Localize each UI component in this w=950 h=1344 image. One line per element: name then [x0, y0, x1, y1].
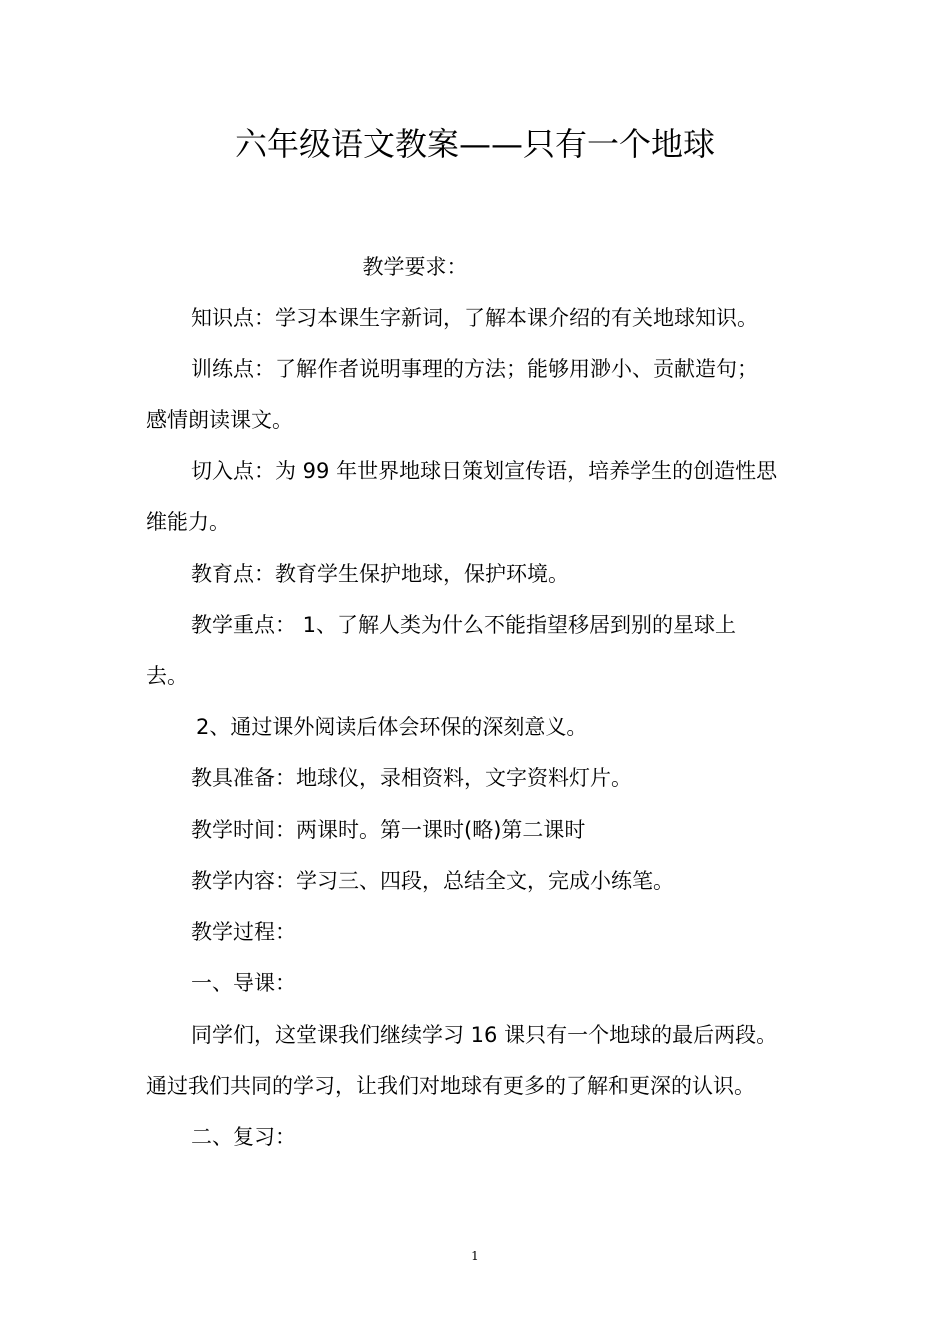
- paragraph-line: 教具准备：地球仪，录相资料，文字资料灯片。: [191, 766, 632, 790]
- paragraph-line: 同学们，这堂课我们继续学习 16 课只有一个地球的最后两段。: [191, 1023, 778, 1047]
- paragraph-line: 通过我们共同的学习，让我们对地球有更多的了解和更深的认识。: [146, 1074, 755, 1098]
- page-number: 1: [471, 1249, 479, 1263]
- paragraph-line: 感情朗读课文。: [146, 408, 293, 432]
- paragraph-line: 维能力。: [146, 510, 230, 534]
- paragraph-line: 知识点：学习本课生字新词，了解本课介绍的有关地球知识。: [191, 306, 758, 330]
- paragraph-line: 2、通过课外阅读后体会环保的深刻意义。: [196, 715, 588, 739]
- paragraph-line: 切入点：为 99 年世界地球日策划宣传语，培养学生的创造性思: [191, 459, 778, 483]
- paragraph-line: 训练点：了解作者说明事理的方法；能够用渺小、贡献造句；: [191, 357, 758, 381]
- paragraph-line: 二、复习：: [191, 1125, 296, 1149]
- paragraph-line: 教学时间：两课时。第一课时(略)第二课时: [191, 818, 586, 842]
- section-heading: 教学要求：: [362, 255, 468, 279]
- paragraph-line: 去。: [146, 664, 188, 688]
- paragraph-line: 教学过程：: [191, 920, 296, 944]
- paragraph-line: 教学内容：学习三、四段，总结全文，完成小练笔。: [191, 869, 674, 893]
- document-title: 六年级语文教案——只有一个地球: [234, 125, 715, 163]
- paragraph-line: 教育点：教育学生保护地球，保护环境。: [191, 562, 569, 586]
- paragraph-line: 教学重点： 1、了解人类为什么不能指望移居到别的星球上: [191, 613, 737, 637]
- paragraph-line: 一、导课：: [191, 971, 296, 995]
